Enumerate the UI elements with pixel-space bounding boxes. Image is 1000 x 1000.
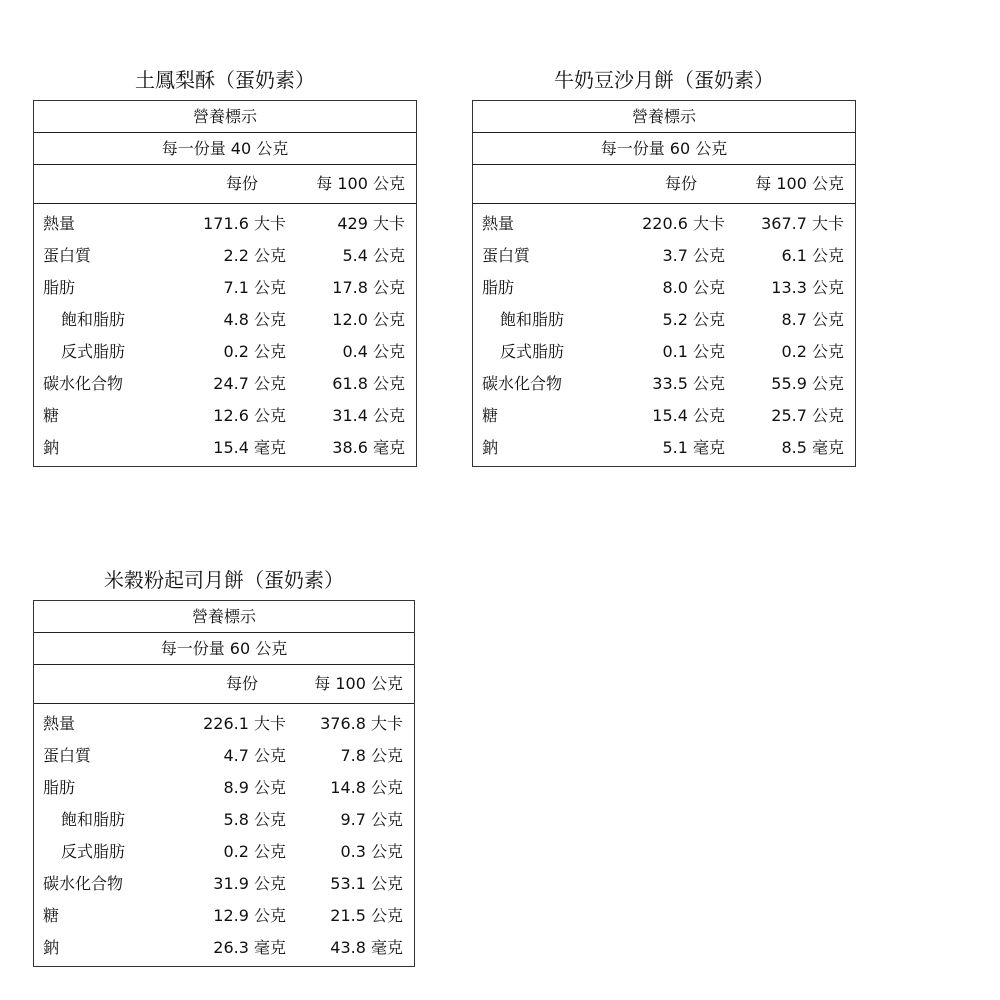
nutrient-label: 反式脂肪 [61, 842, 126, 861]
nutrient-label: 碳水化合物 [43, 874, 124, 893]
nutrient-row [473, 208, 855, 240]
serving-size: 每一份量 60 公克 [34, 633, 414, 665]
nutrient-label: 碳水化合物 [43, 374, 124, 393]
per-100g-value: 12.0 公克 [332, 310, 405, 329]
column-header-blank [473, 165, 613, 203]
nutrient-row [34, 432, 416, 464]
nutrient-label: 糖 [43, 406, 60, 425]
column-header-blank [34, 665, 174, 703]
nutrient-label: 蛋白質 [43, 746, 92, 765]
nutrient-row [34, 868, 414, 900]
per-serving-value: 7.1 公克 [223, 278, 286, 297]
per-serving-value: 24.7 公克 [213, 374, 286, 393]
serving-size: 每一份量 40 公克 [34, 133, 416, 165]
nutrient-label: 糖 [482, 406, 499, 425]
per-serving-value: 0.1 公克 [662, 342, 725, 361]
nutrient-row [34, 740, 414, 772]
per-serving-value: 4.7 公克 [223, 746, 286, 765]
nutrition-header: 營養標示 [473, 101, 855, 133]
per-100g-value: 21.5 公克 [330, 906, 403, 925]
nutrient-label: 飽和脂肪 [500, 310, 565, 329]
per-serving-value: 0.2 公克 [223, 342, 286, 361]
per-100g-value: 5.4 公克 [342, 246, 405, 265]
nutrient-rows [34, 204, 416, 466]
nutrient-rows [473, 204, 855, 466]
column-header-row [34, 165, 416, 204]
nutrient-label: 糖 [43, 906, 60, 925]
column-header-per-100g: 每 100 公克 [314, 674, 403, 693]
nutrient-row [473, 272, 855, 304]
per-100g-value: 61.8 公克 [332, 374, 405, 393]
nutrient-row [34, 400, 416, 432]
per-serving-value: 33.5 公克 [652, 374, 725, 393]
nutrient-label: 鈉 [482, 438, 499, 457]
nutrient-label: 脂肪 [43, 278, 76, 297]
nutrient-label: 反式脂肪 [61, 342, 126, 361]
nutrition-panel-rice-cheese-mooncake [33, 568, 415, 967]
per-serving-value: 5.1 毫克 [662, 438, 725, 457]
nutrient-row [34, 272, 416, 304]
nutrient-row [34, 336, 416, 368]
nutrient-row [34, 208, 416, 240]
per-100g-value: 0.4 公克 [342, 342, 405, 361]
nutrient-label: 鈉 [43, 438, 60, 457]
product-title: 牛奶豆沙月餅（蛋奶素） [554, 68, 774, 92]
per-serving-value: 31.9 公克 [213, 874, 286, 893]
per-100g-value: 8.5 毫克 [781, 438, 844, 457]
per-serving-value: 15.4 公克 [652, 406, 725, 425]
per-serving-value: 226.1 大卡 [203, 714, 286, 733]
nutrient-label: 脂肪 [482, 278, 515, 297]
column-header-per-serving: 每份 [225, 674, 258, 693]
nutrition-table [472, 100, 856, 467]
nutrition-table [33, 100, 417, 467]
nutrition-table [33, 600, 415, 967]
nutrient-row [473, 432, 855, 464]
nutrient-row [34, 804, 414, 836]
column-header-per-serving: 每份 [225, 174, 258, 193]
nutrient-label: 碳水化合物 [482, 374, 563, 393]
column-header-per-100g: 每 100 公克 [316, 174, 405, 193]
per-serving-value: 8.0 公克 [662, 278, 725, 297]
per-100g-value: 14.8 公克 [330, 778, 403, 797]
per-100g-value: 8.7 公克 [781, 310, 844, 329]
nutrient-label: 鈉 [43, 938, 60, 957]
nutrient-label: 反式脂肪 [500, 342, 565, 361]
per-serving-value: 220.6 大卡 [642, 214, 725, 233]
nutrient-row [34, 836, 414, 868]
nutrition-panel-pineapple-cake [33, 68, 417, 467]
per-100g-value: 43.8 毫克 [330, 938, 403, 957]
nutrient-label: 熱量 [482, 214, 515, 233]
nutrient-label: 飽和脂肪 [61, 310, 126, 329]
per-100g-value: 25.7 公克 [771, 406, 844, 425]
per-serving-value: 15.4 毫克 [213, 438, 286, 457]
per-100g-value: 13.3 公克 [771, 278, 844, 297]
nutrient-row [473, 304, 855, 336]
per-serving-value: 4.8 公克 [223, 310, 286, 329]
nutrient-row [34, 900, 414, 932]
nutrient-label: 蛋白質 [482, 246, 531, 265]
nutrition-panel-milk-bean-mooncake [472, 68, 856, 467]
per-100g-value: 31.4 公克 [332, 406, 405, 425]
per-serving-value: 8.9 公克 [223, 778, 286, 797]
product-title: 米穀粉起司月餅（蛋奶素） [104, 568, 344, 592]
nutrient-label: 蛋白質 [43, 246, 92, 265]
per-serving-value: 5.8 公克 [223, 810, 286, 829]
nutrient-label: 熱量 [43, 214, 76, 233]
per-100g-value: 429 大卡 [337, 214, 405, 233]
column-header-row [473, 165, 855, 204]
per-100g-value: 7.8 公克 [340, 746, 403, 765]
per-100g-value: 38.6 毫克 [332, 438, 405, 457]
per-100g-value: 0.2 公克 [781, 342, 844, 361]
per-serving-value: 12.9 公克 [213, 906, 286, 925]
column-header-per-100g: 每 100 公克 [755, 174, 844, 193]
per-100g-value: 53.1 公克 [330, 874, 403, 893]
per-serving-value: 12.6 公克 [213, 406, 286, 425]
per-100g-value: 376.8 大卡 [320, 714, 403, 733]
per-serving-value: 5.2 公克 [662, 310, 725, 329]
column-header-blank [34, 165, 174, 203]
per-100g-value: 0.3 公克 [340, 842, 403, 861]
per-100g-value: 6.1 公克 [781, 246, 844, 265]
column-header-row [34, 665, 414, 704]
per-serving-value: 26.3 毫克 [213, 938, 286, 957]
per-serving-value: 2.2 公克 [223, 246, 286, 265]
nutrient-row [34, 772, 414, 804]
nutrient-label: 脂肪 [43, 778, 76, 797]
product-title: 土鳳梨酥（蛋奶素） [135, 68, 315, 92]
nutrient-rows [34, 704, 414, 966]
nutrition-header: 營養標示 [34, 601, 414, 633]
per-100g-value: 367.7 大卡 [761, 214, 844, 233]
nutrient-row [34, 240, 416, 272]
nutrient-label: 熱量 [43, 714, 76, 733]
per-100g-value: 55.9 公克 [771, 374, 844, 393]
nutrient-row [34, 304, 416, 336]
nutrient-row [473, 336, 855, 368]
per-serving-value: 0.2 公克 [223, 842, 286, 861]
per-100g-value: 17.8 公克 [332, 278, 405, 297]
serving-size: 每一份量 60 公克 [473, 133, 855, 165]
nutrient-row [473, 368, 855, 400]
nutrition-header: 營養標示 [34, 101, 416, 133]
column-header-per-serving: 每份 [664, 174, 697, 193]
nutrient-label: 飽和脂肪 [61, 810, 126, 829]
per-100g-value: 9.7 公克 [340, 810, 403, 829]
per-serving-value: 171.6 大卡 [203, 214, 286, 233]
nutrient-row [473, 240, 855, 272]
nutrient-row [473, 400, 855, 432]
per-serving-value: 3.7 公克 [662, 246, 725, 265]
nutrient-row [34, 368, 416, 400]
nutrient-row [34, 932, 414, 964]
nutrient-row [34, 708, 414, 740]
